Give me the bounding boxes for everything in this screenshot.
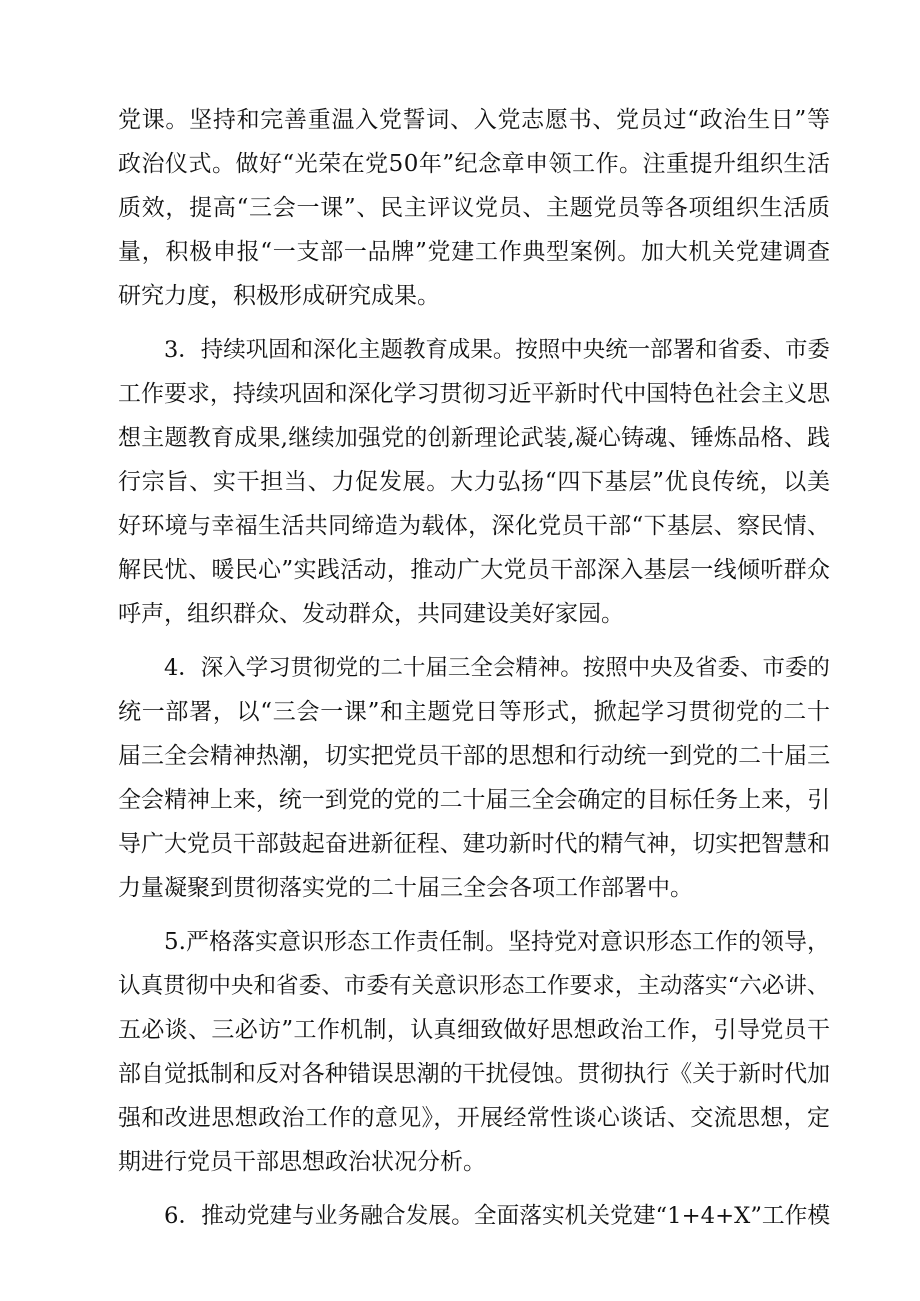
document-body	[118, 98, 830, 1238]
text-line: 工作要求，持续巩固和深化学习贯彻习近平新时代中国特色社会主义思	[118, 381, 831, 407]
text-line: 想主题教育成果,继续加强党的创新理论武装,凝心铸魂、锤炼品格、践	[118, 425, 831, 451]
text-line: 研究力度，积极形成研究成果。	[118, 283, 440, 309]
text-line: 政治仪式。做好“光荣在党50年”纪念章申领工作。注重提升组织生活	[118, 151, 831, 177]
text-line: 力量凝聚到贯彻落实党的二十届三全会各项工作部署中。	[118, 875, 693, 901]
text-line: 5.严格落实意识形态工作责任制。坚持党对意识形态工作的领导，	[164, 929, 831, 955]
text-line: 3．持续巩固和深化主题教育成果。按照中央统一部署和省委、市委	[164, 337, 830, 363]
text-line: 强和改进思想政治工作的意见》，开展经常性谈心谈话、交流思想，定	[118, 1105, 831, 1131]
text-line: 量，积极申报“一支部一品牌”党建工作典型案例。加大机关党建调查	[118, 239, 831, 265]
text-line: 届三全会精神热潮，切实把党员干部的思想和行动统一到党的二十届三	[118, 743, 831, 769]
paragraph-continuation	[118, 98, 830, 318]
paragraph-item-4	[118, 646, 830, 910]
text-line: 6．推动党建与业务融合发展。全面落实机关党建“1+4+X”工作模	[164, 1203, 831, 1229]
paragraph-item-6	[118, 1194, 830, 1238]
paragraph-item-5	[118, 920, 830, 1184]
text-line: 全会精神上来，统一到党的党的二十届三全会确定的目标任务上来，引	[118, 787, 831, 813]
text-line: 导广大党员干部鼓起奋进新征程、建功新时代的精气神，切实把智慧和	[118, 831, 831, 857]
text-line: 统一部署，以“三会一课”和主题党日等形式，掀起学习贯彻党的二十	[118, 699, 831, 725]
text-line: 部自觉抵制和反对各种错误思潮的干扰侵蚀。贯彻执行《关于新时代加	[118, 1061, 831, 1087]
text-line: 解民忧、暖民心”实践活动，推动广大党员干部深入基层一线倾听群众	[118, 557, 831, 583]
text-line: 质效，提高“三会一课”、民主评议党员、主题党员等各项组织生活质	[118, 195, 831, 221]
text-line: 党课。坚持和完善重温入党誓词、入党志愿书、党员过“政治生日”等	[118, 107, 831, 133]
text-line: 4．深入学习贯彻党的二十届三全会精神。按照中央及省委、市委的	[164, 655, 830, 681]
text-line: 期进行党员干部思想政治状况分析。	[118, 1149, 486, 1175]
text-line: 好环境与幸福生活共同缔造为载体，深化党员干部“下基层、察民情、	[118, 513, 831, 539]
text-line: 呼声，组织群众、发动群众，共同建设美好家园。	[118, 601, 624, 627]
paragraph-item-3	[118, 328, 830, 636]
text-line: 行宗旨、实干担当、力促发展。大力弘扬“四下基层”优良传统，以美	[118, 469, 831, 495]
text-line: 五必谈、三必访”工作机制，认真细致做好思想政治工作，引导党员干	[118, 1017, 831, 1043]
text-line: 认真贯彻中央和省委、市委有关意识形态工作要求，主动落实“六必讲、	[118, 973, 830, 999]
